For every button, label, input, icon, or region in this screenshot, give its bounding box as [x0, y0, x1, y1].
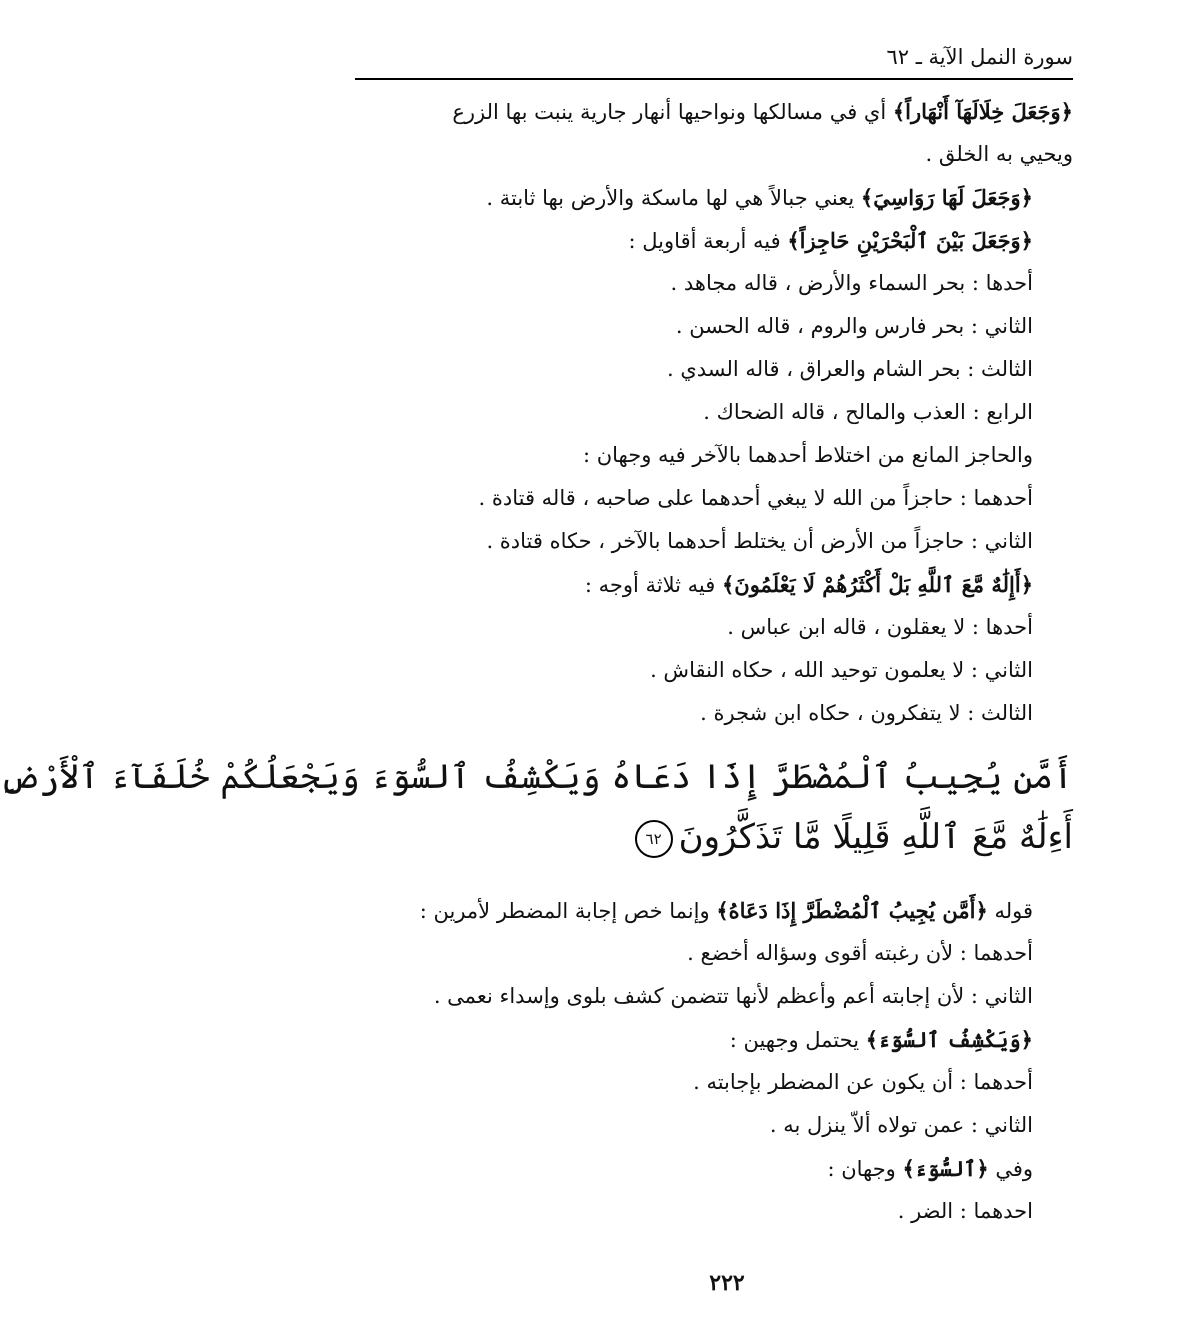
- text-line: [313, 90, 1073, 133]
- text-line: [313, 932, 1073, 975]
- quran-quote: ﴿أَمَّن يُجِيبُ ٱلْمُضْطَرَّ إِذَا دَعَاهُ﴾: [716, 898, 988, 923]
- text-line: [313, 975, 1073, 1018]
- quran-quote: ﴿وَجَعَلَ بَيْنَ ٱلْبَحْرَيْنِ حَاجِزاً﴾: [787, 228, 1033, 253]
- text-line: [313, 176, 1073, 219]
- quran-quote: ﴿وَجَعَلَ لَهَا رَوَاسِيَ﴾: [860, 185, 1033, 210]
- quran-verse-block: [0, 747, 1073, 867]
- commentary-text: قوله: [987, 899, 1033, 923]
- commentary-text: الثالث : بحر الشام والعراق ، قاله السدي .: [666, 357, 1033, 381]
- header-rule: [355, 78, 1073, 80]
- commentary-text: والحاجز المانع من اختلاط أحدهما بالآخر فيه وجهان :: [582, 443, 1033, 467]
- text-line: [313, 262, 1073, 305]
- commentary-text: احدهما : الضر .: [897, 1199, 1033, 1223]
- quran-quote: ﴿وَيَكْشِفُ ٱلسُّوٓءَ﴾: [865, 1027, 1033, 1052]
- commentary-text: وجهان :: [827, 1157, 903, 1181]
- commentary-text: أحدهما : لأن رغبته أقوى وسؤاله أخضع .: [687, 941, 1033, 965]
- commentary-text: الثاني : لا يعلمون توحيد الله ، حكاه النقاش .: [650, 658, 1033, 682]
- text-line: [313, 1104, 1073, 1147]
- page-header: [355, 42, 1073, 82]
- commentary-text: فيه ثلاثة أوجه :: [584, 573, 722, 597]
- page-number: ٢٢٢: [709, 1270, 745, 1296]
- commentary-text: الثاني : بحر فارس والروم ، قاله الحسن .: [675, 314, 1033, 338]
- quran-quote: ﴿ٱلسُّوٓءَ﴾: [902, 1156, 989, 1181]
- text-line: [313, 348, 1073, 391]
- commentary-text: أحدهما : حاجزاً من الله لا يبغي أحدهما على صاحبه ، قاله قتادة .: [478, 486, 1033, 510]
- quran-quote: ﴿وَجَعَلَ خِلَالَهَآ أَنْهَاراً﴾: [892, 99, 1073, 124]
- commentary-text: يعني جبالاً هي لها ماسكة والأرض بها ثابتة .: [486, 186, 861, 210]
- text-line: [313, 133, 1073, 176]
- text-line: [313, 305, 1073, 348]
- text-line: [313, 563, 1073, 606]
- commentary-text: أحدهما : أن يكون عن المضطر بإجابته .: [693, 1070, 1033, 1094]
- verse-line: أَمَّن يُجِيبُ ٱلْمُضْطَرَّ إِذَا دَعَاهُ وَيَكْشِفُ ٱلسُّوٓءَ وَيَجْعَلُكُمْ خُلَفَآءَ ٱلْأَرْضِ: [0, 757, 1073, 797]
- commentary-text: أحدها : بحر السماء والأرض ، قاله مجاهد .: [670, 271, 1033, 295]
- commentary-text: وفي: [988, 1157, 1033, 1181]
- commentary-text: أي في مسالكها ونواحيها أنهار جارية ينبت بها الزرع: [452, 100, 893, 124]
- text-line: [313, 520, 1073, 563]
- text-line: [313, 1190, 1073, 1233]
- page-body: [0, 90, 1073, 1233]
- text-line: [313, 219, 1073, 262]
- text-line: [313, 889, 1073, 932]
- text-line: [313, 606, 1073, 649]
- commentary-text: فيه أربعة أقاويل :: [628, 229, 788, 253]
- commentary-text: الثاني : لأن إجابته أعم وأعظم لأنها تتضمن كشف بلوى وإسداء نعمى .: [433, 984, 1033, 1008]
- running-title: سورة النمل الآية ـ ٦٢: [886, 45, 1073, 69]
- quran-quote: ﴿أَإِلَٰهٌ مَّعَ ٱللَّهِ بَلْ أَكْثَرُهُمْ لَا يَعْلَمُونَ﴾: [721, 572, 1033, 597]
- commentary-text: أحدها : لا يعقلون ، قاله ابن عباس .: [727, 615, 1033, 639]
- commentary-text: الرابع : العذب والمالح ، قاله الضحاك .: [703, 400, 1033, 424]
- text-line: [313, 692, 1073, 735]
- text-line: [313, 391, 1073, 434]
- commentary-text: الثاني : حاجزاً من الأرض أن يختلط أحدهما بالآخر ، حكاه قتادة .: [486, 529, 1033, 553]
- verse-line: [313, 807, 1073, 867]
- text-line: [313, 1018, 1073, 1061]
- text-line: [313, 477, 1073, 520]
- commentary-text: الثالث : لا يتفكرون ، حكاه ابن شجرة .: [700, 701, 1033, 725]
- commentary-text: وإنما خص إجابة المضطر لأمرين :: [419, 899, 717, 923]
- commentary-text: يحتمل وجهين :: [729, 1028, 866, 1052]
- text-line: [313, 434, 1073, 477]
- commentary-text: ويحيي به الخلق .: [925, 142, 1073, 166]
- text-line: [313, 1147, 1073, 1190]
- ayah-number-marker: ٦٢: [635, 820, 673, 858]
- commentary-text: الثاني : عمن تولاه ألاّ ينزل به .: [769, 1113, 1033, 1137]
- text-line: [313, 1061, 1073, 1104]
- verse-text: أَءِلَٰهٌ مَّعَ ٱللَّهِ قَلِيلًا مَّا تَذَكَّرُونَ: [678, 817, 1073, 857]
- text-line: [313, 649, 1073, 692]
